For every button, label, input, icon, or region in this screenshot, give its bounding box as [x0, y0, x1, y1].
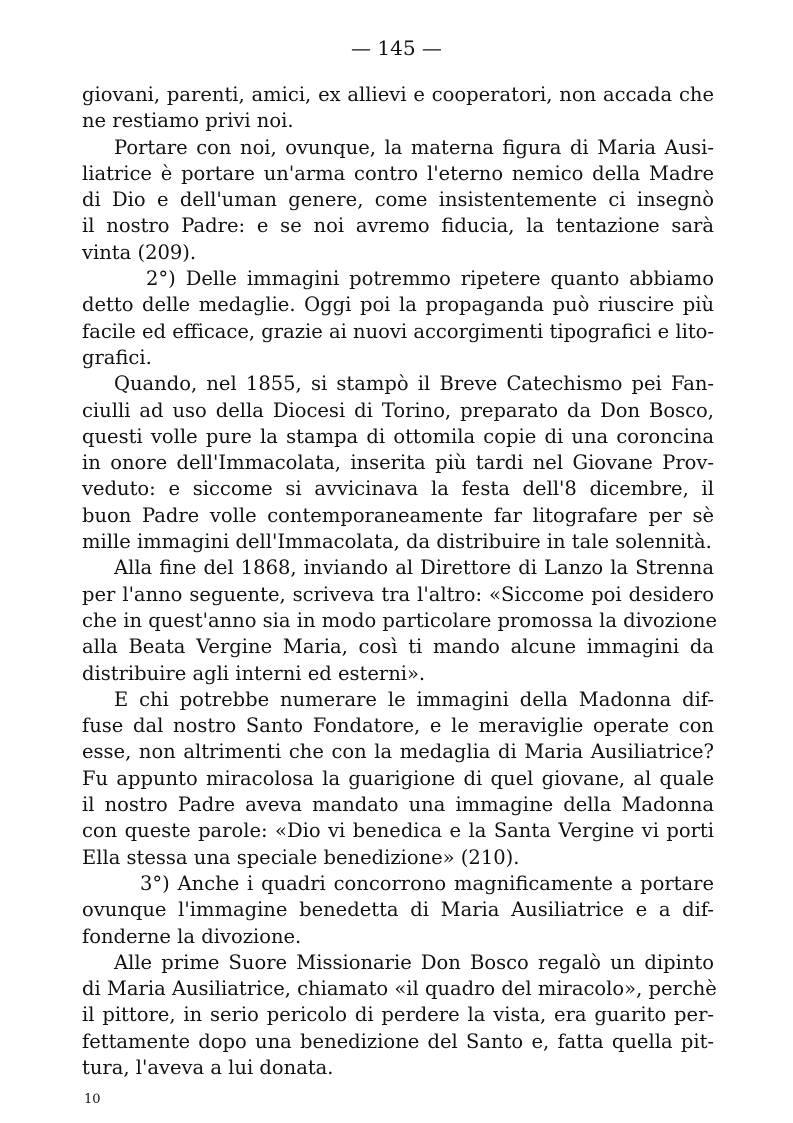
- text-line: ovunque l'immagine benedetta di Maria Ausiliatrice e a dif-: [82, 898, 714, 922]
- text-line: facile ed efficace, grazie ai nuovi accorgimenti tipografici e lito-: [82, 319, 714, 343]
- text-line: esse, non altrimenti che con la medaglia di Maria Ausiliatrice?: [82, 740, 714, 764]
- text-line: per l'anno seguente, scriveva tra l'altro: «Siccome poi desidero: [82, 582, 714, 606]
- text-line: giovani, parenti, amici, ex allievi e cooperatori, non accada che: [82, 83, 714, 106]
- signature-mark: 10: [84, 1092, 101, 1107]
- text-line: Alle prime Suore Missionarie Don Bosco regalò un dipinto: [114, 950, 714, 974]
- text-line: liatrice è portare un'arma contro l'eterno nemico della Madre: [82, 161, 714, 185]
- text-line: fuse dal nostro Santo Fondatore, e le meraviglie operate con: [82, 714, 714, 738]
- text-line: ciulli ad uso della Diocesi di Torino, preparato da Don Bosco,: [82, 398, 714, 422]
- text-line: mille immagini dell'Immacolata, da distribuire in tale solennità.: [82, 530, 712, 554]
- text-line: il nostro Padre aveva mandato una immagine della Madonna: [82, 793, 714, 817]
- text-line: grafici.: [82, 345, 152, 369]
- text-line: 3°) Anche i quadri concorrono magnificamente a portare: [140, 871, 714, 895]
- text-line: alla Beata Vergine Maria, così ti mando alcune immagini da: [82, 635, 714, 659]
- text-line: che in quest'anno sia in modo particolare promossa la divozione: [82, 608, 717, 632]
- text-line: distribuire agli interni ed esterni».: [82, 661, 426, 685]
- text-line: vinta (209).: [82, 240, 197, 264]
- text-line: il nostro Padre: e se noi avremo fiducia, la tentazione sarà: [82, 214, 714, 238]
- text-line: ne restiamo privi noi.: [82, 109, 294, 133]
- text-line: detto delle medaglie. Oggi poi la propaganda può riuscire più: [82, 293, 714, 317]
- text-line: Portare con noi, ovunque, la materna figura di Maria Ausi-: [114, 135, 714, 159]
- text-line: E chi potrebbe numerare le immagini della Madonna dif-: [114, 687, 714, 711]
- text-line: questi volle pure la stampa di ottomila copie di una coroncina: [82, 424, 714, 448]
- text-line: fettamente dopo una benedizione del Santo e, fatta quella pit-: [82, 1029, 714, 1053]
- text-line: il pittore, in serio pericolo di perdere la vista, era guarito per-: [82, 1003, 714, 1027]
- text-line: 2°) Delle immagini potremmo ripetere quanto abbiamo: [146, 267, 714, 291]
- text-line: tura, l'aveva a lui donata.: [82, 1055, 334, 1079]
- text-line: Fu appunto miracolosa la guarigione di quel giovane, al quale: [82, 766, 714, 790]
- text-line: di Maria Ausiliatrice, chiamato «il quadro del miracolo», perchè: [82, 977, 717, 1001]
- page-number: — 145 —: [351, 36, 442, 60]
- body-text: [82, 82, 717, 1081]
- text-line: Ella stessa una speciale benedizione» (210).: [82, 845, 520, 869]
- text-line: buon Padre volle contemporaneamente far litografare per sè: [82, 503, 714, 527]
- text-line: in onore dell'Immacolata, inserita più tardi nel Giovane Prov-: [82, 451, 714, 475]
- text-line: di Dio e dell'uman genere, come insistentemente ci insegnò: [82, 188, 714, 212]
- text-line: veduto: e siccome si avvicinava la festa dell'8 dicembre, il: [82, 477, 714, 501]
- text-line: Quando, nel 1855, si stampò il Breve Catechismo pei Fan-: [114, 372, 714, 396]
- text-line: con queste parole: «Dio vi benedica e la Santa Vergine vi porti: [82, 819, 714, 843]
- text-line: fonderne la divozione.: [82, 924, 302, 948]
- text-line: Alla fine del 1868, inviando al Direttore di Lanzo la Strenna: [114, 556, 714, 580]
